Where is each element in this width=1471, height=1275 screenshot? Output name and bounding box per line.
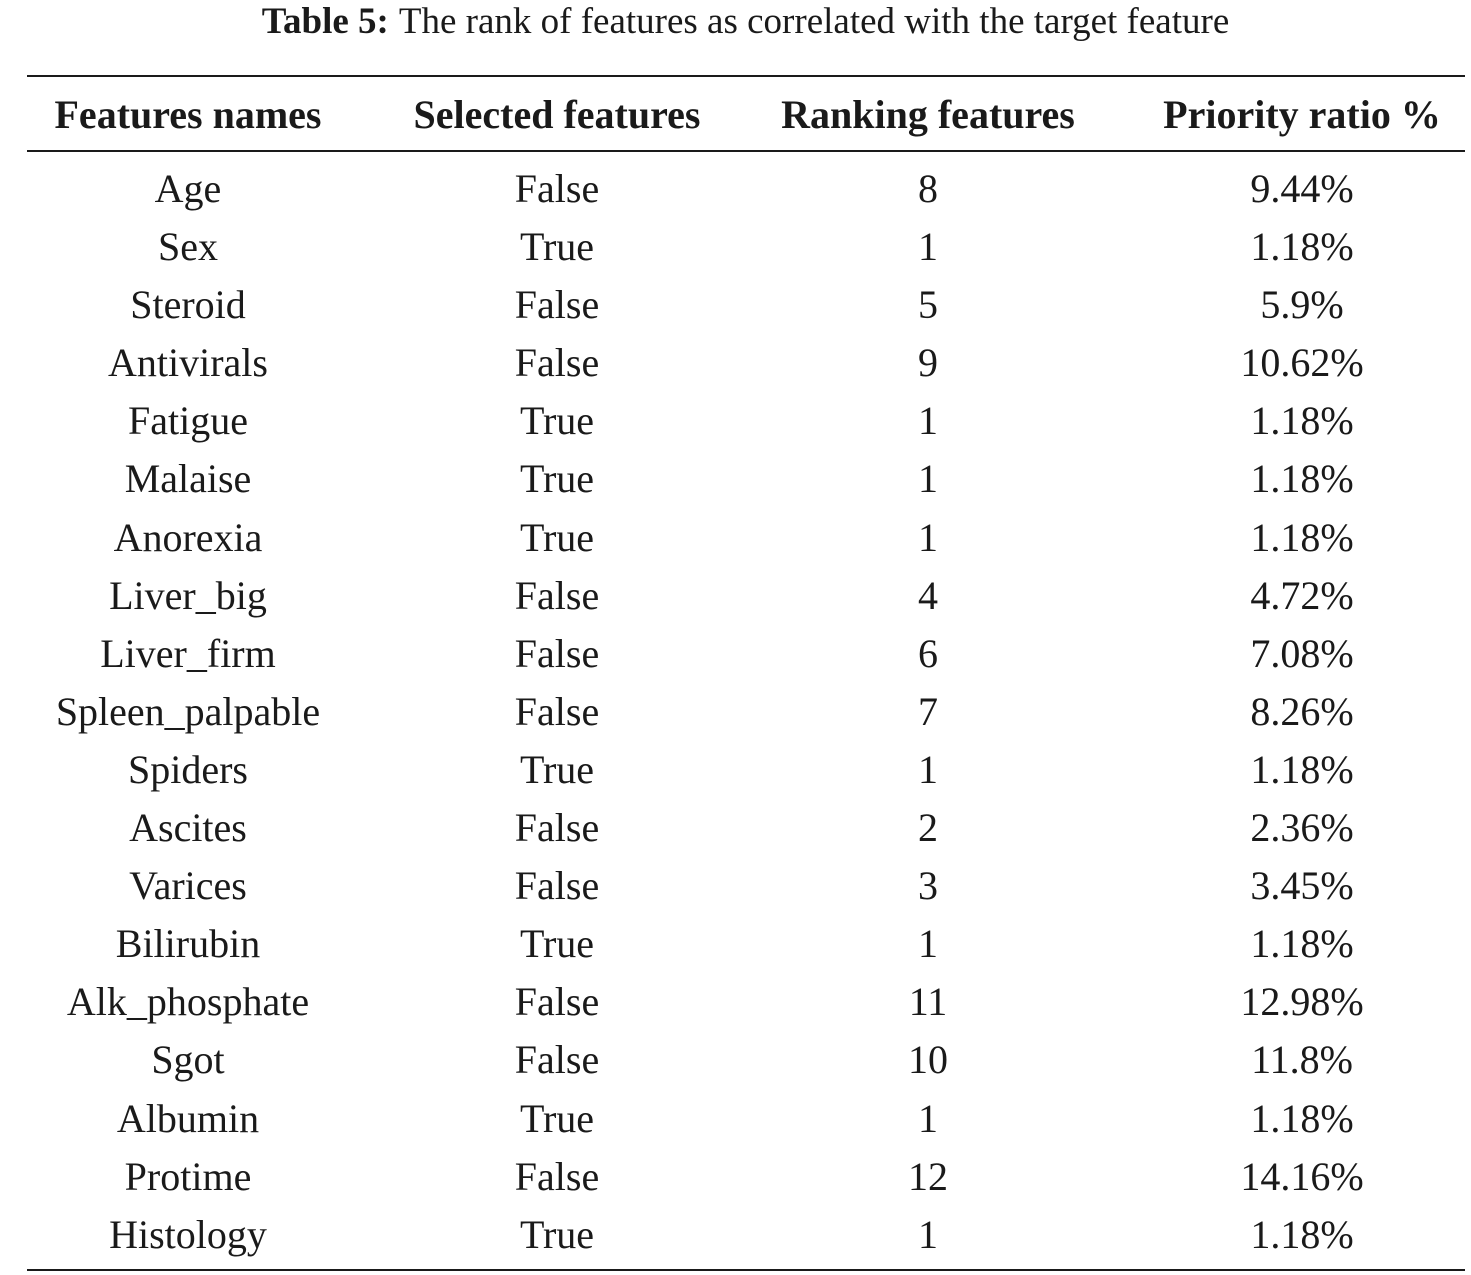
priority-ratio-cell: 2.36% bbox=[1250, 805, 1354, 851]
feature-name-cell: Varices bbox=[129, 863, 247, 909]
feature-name-cell: Fatigue bbox=[128, 398, 248, 444]
table-row bbox=[0, 276, 1471, 334]
table-top-rule bbox=[27, 75, 1465, 77]
table-row bbox=[0, 218, 1471, 276]
selected-cell: False bbox=[514, 979, 600, 1025]
selected-cell: False bbox=[514, 1037, 600, 1083]
priority-ratio-cell: 9.44% bbox=[1250, 166, 1354, 211]
selected-cell: False bbox=[514, 863, 600, 909]
table-row bbox=[0, 1031, 1471, 1089]
priority-ratio-cell: 3.45% bbox=[1250, 863, 1354, 909]
ranking-cell: 1 bbox=[918, 514, 938, 560]
table-caption-label: Table 5: bbox=[261, 1, 389, 42]
priority-ratio-cell: 1.18% bbox=[1250, 224, 1354, 270]
selected-cell: True bbox=[519, 224, 595, 270]
ranking-cell: 3 bbox=[918, 863, 938, 909]
ranking-cell: 1 bbox=[918, 1095, 938, 1141]
priority-ratio-cell: 8.26% bbox=[1250, 688, 1354, 734]
feature-name-cell: Ascites bbox=[129, 805, 247, 851]
feature-name-cell: Liver_big bbox=[109, 572, 267, 618]
feature-name-cell: Sex bbox=[158, 224, 218, 270]
selected-cell: True bbox=[519, 1095, 595, 1141]
ranking-cell: 1 bbox=[918, 224, 938, 270]
table-row bbox=[0, 334, 1471, 392]
selected-cell: True bbox=[519, 456, 595, 502]
priority-ratio-cell: 1.18% bbox=[1250, 398, 1354, 444]
table-header-row bbox=[0, 84, 1471, 146]
feature-name-cell: Albumin bbox=[116, 1095, 260, 1141]
priority-ratio-cell: 7.08% bbox=[1250, 630, 1354, 676]
feature-name-cell: Histology bbox=[109, 1211, 267, 1257]
ranking-cell: 5 bbox=[918, 282, 938, 328]
priority-ratio-cell: 1.18% bbox=[1250, 514, 1354, 560]
priority-ratio-cell: 5.9% bbox=[1260, 282, 1344, 328]
feature-name-cell: Malaise bbox=[124, 456, 252, 502]
selected-cell: False bbox=[514, 282, 600, 328]
feature-name-cell: Age bbox=[154, 166, 222, 211]
ranking-cell: 1 bbox=[918, 921, 938, 967]
ranking-cell: 1 bbox=[918, 1211, 938, 1257]
selected-cell: False bbox=[514, 572, 600, 618]
table-row bbox=[0, 973, 1471, 1031]
ranking-cell: 11 bbox=[908, 979, 948, 1025]
table-header-rule bbox=[27, 150, 1465, 152]
ranking-cell: 8 bbox=[918, 166, 938, 211]
priority-ratio-cell: 10.62% bbox=[1240, 340, 1364, 386]
priority-ratio-cell: 14.16% bbox=[1240, 1153, 1364, 1199]
feature-name-cell: Anorexia bbox=[113, 514, 263, 560]
ranking-cell: 1 bbox=[918, 398, 938, 444]
column-header-features-names: Features names bbox=[54, 92, 322, 137]
column-header-ranking-features: Ranking features bbox=[781, 92, 1075, 137]
table-row bbox=[0, 450, 1471, 508]
ranking-cell: 2 bbox=[918, 805, 938, 851]
feature-name-cell: Liver_firm bbox=[100, 630, 276, 676]
selected-cell: False bbox=[514, 340, 600, 386]
selected-cell: False bbox=[514, 166, 600, 211]
table-row bbox=[0, 567, 1471, 625]
feature-name-cell: Steroid bbox=[130, 282, 246, 328]
selected-cell: False bbox=[514, 805, 600, 851]
priority-ratio-cell: 1.18% bbox=[1250, 746, 1354, 792]
table-row bbox=[0, 683, 1471, 741]
feature-name-cell: Alk_phosphate bbox=[66, 979, 310, 1025]
table-row bbox=[0, 1206, 1471, 1264]
feature-name-cell: Sgot bbox=[151, 1037, 225, 1083]
table-row bbox=[0, 1148, 1471, 1206]
column-header-priority-ratio: Priority ratio % bbox=[1163, 92, 1441, 137]
selected-cell: True bbox=[519, 921, 595, 967]
table-row bbox=[0, 799, 1471, 857]
selected-cell: True bbox=[519, 1211, 595, 1257]
ranking-cell: 6 bbox=[918, 630, 938, 676]
priority-ratio-cell: 1.18% bbox=[1250, 456, 1354, 502]
table-body bbox=[0, 160, 1471, 1264]
table-caption bbox=[0, 0, 1471, 46]
table-bottom-rule bbox=[27, 1269, 1465, 1271]
table-row bbox=[0, 160, 1471, 218]
selected-cell: True bbox=[519, 746, 595, 792]
priority-ratio-cell: 1.18% bbox=[1250, 1211, 1354, 1257]
selected-cell: True bbox=[519, 398, 595, 444]
feature-name-cell: Protime bbox=[124, 1153, 252, 1199]
column-header-selected-features: Selected features bbox=[413, 92, 701, 137]
feature-name-cell: Bilirubin bbox=[115, 921, 261, 967]
feature-name-cell: Spiders bbox=[128, 746, 248, 792]
feature-name-cell: Antivirals bbox=[108, 340, 268, 386]
table-row bbox=[0, 625, 1471, 683]
feature-name-cell: Spleen_palpable bbox=[55, 688, 321, 734]
table-row bbox=[0, 741, 1471, 799]
ranking-cell: 7 bbox=[918, 688, 938, 734]
ranking-cell: 10 bbox=[908, 1037, 948, 1083]
ranking-cell: 1 bbox=[918, 746, 938, 792]
priority-ratio-cell: 4.72% bbox=[1250, 572, 1354, 618]
priority-ratio-cell: 11.8% bbox=[1251, 1037, 1353, 1083]
selected-cell: True bbox=[519, 514, 595, 560]
selected-cell: False bbox=[514, 688, 600, 734]
ranking-cell: 9 bbox=[918, 340, 938, 386]
ranking-cell: 12 bbox=[908, 1153, 948, 1199]
table-row bbox=[0, 1090, 1471, 1148]
table-row bbox=[0, 392, 1471, 450]
selected-cell: False bbox=[514, 1153, 600, 1199]
ranking-cell: 4 bbox=[918, 572, 938, 618]
ranking-cell: 1 bbox=[918, 456, 938, 502]
table-caption-text: The rank of features as correlated with the target feature bbox=[398, 1, 1230, 42]
table-row bbox=[0, 509, 1471, 567]
priority-ratio-cell: 12.98% bbox=[1240, 979, 1364, 1025]
table-row bbox=[0, 857, 1471, 915]
priority-ratio-cell: 1.18% bbox=[1250, 921, 1354, 967]
priority-ratio-cell: 1.18% bbox=[1250, 1095, 1354, 1141]
selected-cell: False bbox=[514, 630, 600, 676]
table-row bbox=[0, 915, 1471, 973]
